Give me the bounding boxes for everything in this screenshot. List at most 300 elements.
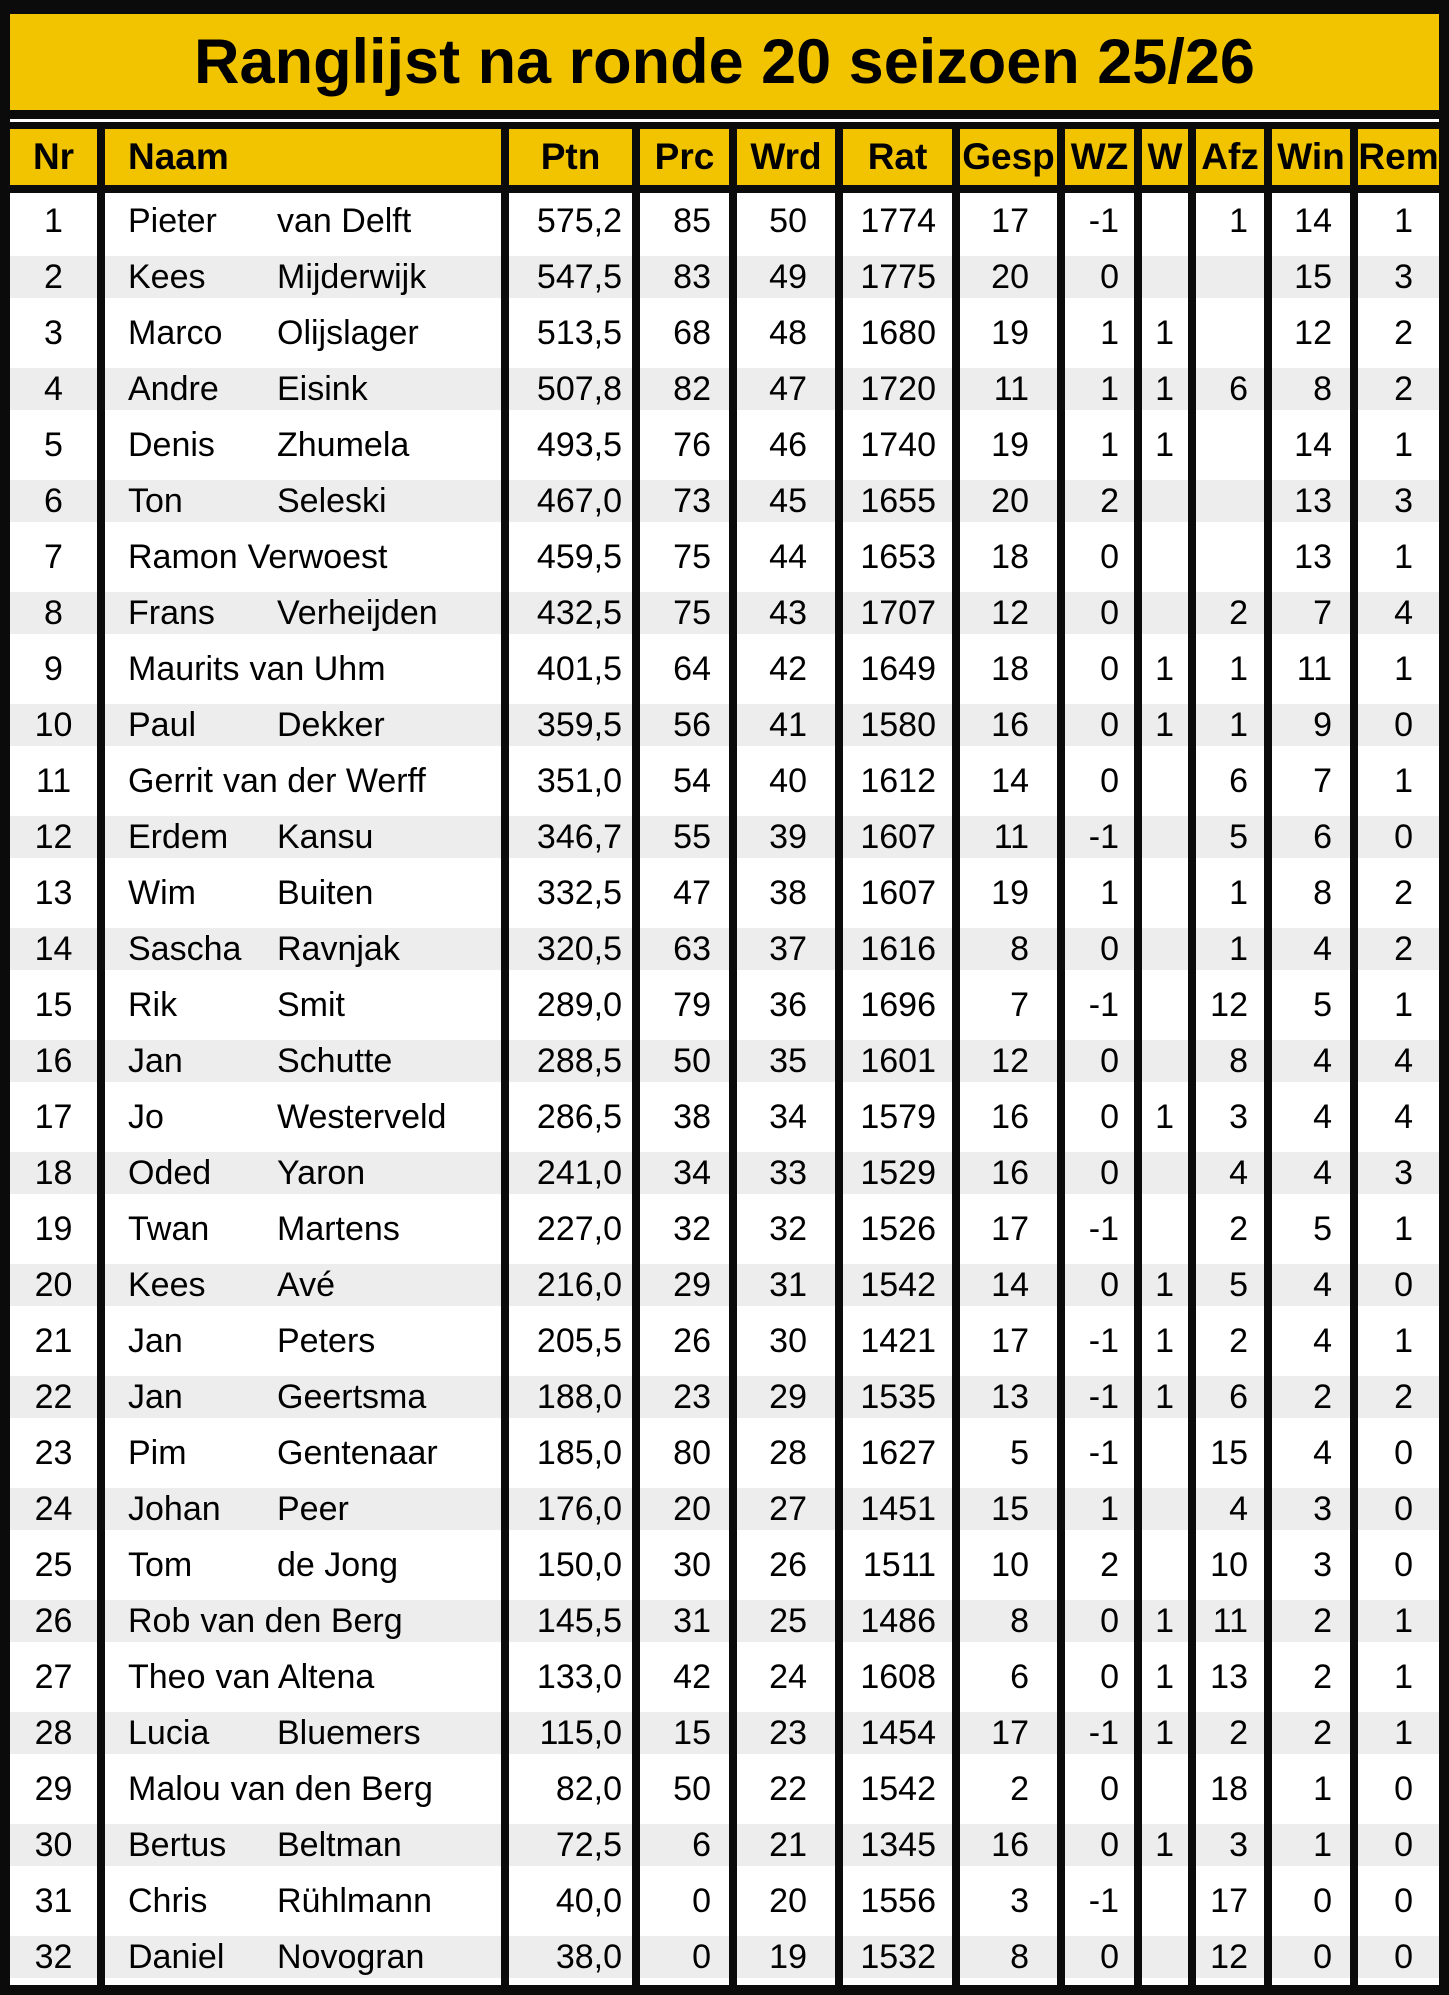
rating-cell: 1526 — [843, 1201, 952, 1257]
percentage-cell: 31 — [640, 1593, 729, 1649]
played-cell: 19 — [960, 305, 1057, 361]
value-cell: 38 — [737, 865, 835, 921]
last-name: Mijderwijk — [277, 257, 427, 296]
wins-cell: 0 — [1272, 1929, 1350, 1985]
rank-cell: 18 — [10, 1145, 97, 1201]
value-cell: 25 — [737, 1593, 835, 1649]
column-header-w: W — [1142, 129, 1188, 185]
first-name: Denis — [128, 425, 215, 464]
rating-cell: 1607 — [843, 809, 952, 865]
rating-cell: 1345 — [843, 1817, 952, 1873]
points-cell: 493,5 — [509, 417, 632, 473]
percentage-cell: 56 — [640, 697, 729, 753]
absent-cell: 5 — [1196, 1257, 1264, 1313]
rank-cell: 28 — [10, 1705, 97, 1761]
points-cell: 351,0 — [509, 753, 632, 809]
played-cell: 12 — [960, 1033, 1057, 1089]
wins-cell: 4 — [1272, 1145, 1350, 1201]
absent-cell: 6 — [1196, 753, 1264, 809]
first-name: Bertus — [128, 1825, 227, 1864]
absent-cell: 10 — [1196, 1537, 1264, 1593]
percentage-cell: 55 — [640, 809, 729, 865]
percentage-cell: 50 — [640, 1761, 729, 1817]
draws-cell: 0 — [1358, 1257, 1439, 1313]
rating-cell: 1653 — [843, 529, 952, 585]
name-cell — [105, 753, 501, 809]
played-cell: 17 — [960, 193, 1057, 249]
last-name: van den Berg — [230, 1769, 433, 1808]
wz-cell: 1 — [1065, 305, 1134, 361]
w-cell — [1142, 529, 1188, 585]
absent-cell: 3 — [1196, 1817, 1264, 1873]
rating-cell: 1580 — [843, 697, 952, 753]
value-cell: 29 — [737, 1369, 835, 1425]
first-name: Rik — [128, 985, 178, 1024]
percentage-cell: 34 — [640, 1145, 729, 1201]
last-name: van Uhm — [249, 649, 386, 688]
first-name: Ton — [128, 481, 183, 520]
last-name: Eisink — [277, 369, 368, 408]
column-header-nr: Nr — [10, 129, 97, 185]
played-cell: 8 — [960, 1593, 1057, 1649]
first-name: Sascha — [128, 929, 242, 968]
rank-cell: 4 — [10, 361, 97, 417]
rank-cell: 23 — [10, 1425, 97, 1481]
played-cell: 16 — [960, 1089, 1057, 1145]
last-name: Beltman — [277, 1825, 402, 1864]
name-cell — [105, 585, 501, 641]
title-divider — [10, 119, 1439, 122]
first-name: Malou — [128, 1769, 221, 1808]
absent-cell: 11 — [1196, 1593, 1264, 1649]
wins-cell: 4 — [1272, 1257, 1350, 1313]
rating-cell: 1707 — [843, 585, 952, 641]
wz-cell: 0 — [1065, 697, 1134, 753]
rank-cell: 6 — [10, 473, 97, 529]
draws-cell: 1 — [1358, 1593, 1439, 1649]
wins-cell: 3 — [1272, 1537, 1350, 1593]
w-cell — [1142, 473, 1188, 529]
rating-cell: 1454 — [843, 1705, 952, 1761]
first-name: Paul — [128, 705, 197, 744]
value-cell: 24 — [737, 1649, 835, 1705]
first-name: Erdem — [128, 817, 229, 856]
wins-cell: 4 — [1272, 1089, 1350, 1145]
rating-cell: 1740 — [843, 417, 952, 473]
name-cell — [105, 529, 501, 585]
points-cell: 185,0 — [509, 1425, 632, 1481]
last-name: Schutte — [277, 1041, 393, 1080]
value-cell: 34 — [737, 1089, 835, 1145]
points-cell: 241,0 — [509, 1145, 632, 1201]
wz-cell: -1 — [1065, 1369, 1134, 1425]
name-cell — [105, 1593, 501, 1649]
rank-cell: 31 — [10, 1873, 97, 1929]
name-cell — [105, 697, 501, 753]
first-name: Lucia — [128, 1713, 210, 1752]
played-cell: 17 — [960, 1705, 1057, 1761]
percentage-cell: 54 — [640, 753, 729, 809]
name-cell — [105, 809, 501, 865]
first-name: Johan — [128, 1489, 221, 1528]
wz-cell: 0 — [1065, 249, 1134, 305]
name-cell — [105, 249, 501, 305]
name-cell — [105, 921, 501, 977]
wz-cell: -1 — [1065, 1705, 1134, 1761]
last-name: Yaron — [277, 1153, 366, 1192]
w-cell: 1 — [1142, 1089, 1188, 1145]
rank-cell: 15 — [10, 977, 97, 1033]
rating-cell: 1542 — [843, 1761, 952, 1817]
points-cell: 575,2 — [509, 193, 632, 249]
wz-cell: 0 — [1065, 753, 1134, 809]
last-name: van Delft — [277, 201, 412, 240]
percentage-cell: 64 — [640, 641, 729, 697]
w-cell — [1142, 1033, 1188, 1089]
absent-cell — [1196, 249, 1264, 305]
wins-cell: 15 — [1272, 249, 1350, 305]
column-header-ptn: Ptn — [509, 129, 632, 185]
rank-cell: 8 — [10, 585, 97, 641]
column-header-naam: Naam — [105, 129, 501, 185]
percentage-cell: 80 — [640, 1425, 729, 1481]
rank-cell: 32 — [10, 1929, 97, 1985]
column-header-prc: Prc — [640, 129, 729, 185]
w-cell: 1 — [1142, 1257, 1188, 1313]
points-cell: 346,7 — [509, 809, 632, 865]
rank-cell: 3 — [10, 305, 97, 361]
first-name: Kees — [128, 1265, 206, 1304]
percentage-cell: 83 — [640, 249, 729, 305]
points-cell: 507,8 — [509, 361, 632, 417]
name-cell — [105, 193, 501, 249]
absent-cell: 4 — [1196, 1145, 1264, 1201]
played-cell: 14 — [960, 1257, 1057, 1313]
standings-table — [10, 129, 1439, 1985]
absent-cell: 1 — [1196, 193, 1264, 249]
draws-cell: 3 — [1358, 1145, 1439, 1201]
first-name: Andre — [128, 369, 219, 408]
last-name: Olijslager — [277, 313, 419, 352]
last-name: Martens — [277, 1209, 400, 1248]
wz-cell: 0 — [1065, 1145, 1134, 1201]
wz-cell: -1 — [1065, 977, 1134, 1033]
w-cell — [1142, 753, 1188, 809]
rank-cell: 16 — [10, 1033, 97, 1089]
first-name: Twan — [128, 1209, 210, 1248]
played-cell: 5 — [960, 1425, 1057, 1481]
played-cell: 6 — [960, 1649, 1057, 1705]
last-name: Gentenaar — [277, 1433, 438, 1472]
w-cell: 1 — [1142, 1369, 1188, 1425]
wins-cell: 5 — [1272, 1201, 1350, 1257]
played-cell: 2 — [960, 1761, 1057, 1817]
w-cell — [1142, 1201, 1188, 1257]
value-cell: 46 — [737, 417, 835, 473]
value-cell: 44 — [737, 529, 835, 585]
wins-cell: 7 — [1272, 753, 1350, 809]
value-cell: 37 — [737, 921, 835, 977]
value-cell: 32 — [737, 1201, 835, 1257]
rank-cell: 21 — [10, 1313, 97, 1369]
last-name: Verheijden — [277, 593, 438, 632]
wz-cell: 0 — [1065, 1817, 1134, 1873]
last-name: van der Werff — [223, 761, 426, 800]
percentage-cell: 42 — [640, 1649, 729, 1705]
played-cell: 19 — [960, 865, 1057, 921]
name-cell — [105, 1145, 501, 1201]
name-cell — [105, 1033, 501, 1089]
played-cell: 16 — [960, 1817, 1057, 1873]
draws-cell: 1 — [1358, 1705, 1439, 1761]
percentage-cell: 68 — [640, 305, 729, 361]
value-cell: 47 — [737, 361, 835, 417]
first-name: Kees — [128, 257, 206, 296]
played-cell: 18 — [960, 529, 1057, 585]
w-cell — [1142, 809, 1188, 865]
played-cell: 12 — [960, 585, 1057, 641]
points-cell: 320,5 — [509, 921, 632, 977]
column-header-gesp: Gesp — [960, 129, 1057, 185]
w-cell — [1142, 921, 1188, 977]
played-cell: 17 — [960, 1313, 1057, 1369]
value-cell: 33 — [737, 1145, 835, 1201]
name-cell — [105, 1761, 501, 1817]
percentage-cell: 20 — [640, 1481, 729, 1537]
w-cell — [1142, 585, 1188, 641]
value-cell: 31 — [737, 1257, 835, 1313]
wz-cell: 0 — [1065, 641, 1134, 697]
percentage-cell: 85 — [640, 193, 729, 249]
absent-cell: 12 — [1196, 977, 1264, 1033]
draws-cell: 1 — [1358, 641, 1439, 697]
first-name: Jo — [128, 1097, 164, 1136]
name-cell — [105, 361, 501, 417]
name-cell — [105, 1929, 501, 1985]
wz-cell: -1 — [1065, 193, 1134, 249]
absent-cell: 2 — [1196, 1313, 1264, 1369]
rating-cell: 1607 — [843, 865, 952, 921]
draws-cell: 4 — [1358, 1033, 1439, 1089]
column-header-afz: Afz — [1196, 129, 1264, 185]
played-cell: 17 — [960, 1201, 1057, 1257]
first-name: Pim — [128, 1433, 187, 1472]
points-cell: 38,0 — [509, 1929, 632, 1985]
wins-cell: 2 — [1272, 1369, 1350, 1425]
w-cell: 1 — [1142, 697, 1188, 753]
points-cell: 205,5 — [509, 1313, 632, 1369]
absent-cell — [1196, 305, 1264, 361]
rating-cell: 1601 — [843, 1033, 952, 1089]
draws-cell: 3 — [1358, 249, 1439, 305]
points-cell: 332,5 — [509, 865, 632, 921]
wz-cell: 0 — [1065, 1089, 1134, 1145]
last-name: Verwoest — [247, 537, 388, 576]
wins-cell: 2 — [1272, 1705, 1350, 1761]
name-cell — [105, 1313, 501, 1369]
rank-cell: 7 — [10, 529, 97, 585]
value-cell: 28 — [737, 1425, 835, 1481]
draws-cell: 0 — [1358, 1929, 1439, 1985]
w-cell — [1142, 977, 1188, 1033]
wz-cell: -1 — [1065, 809, 1134, 865]
wins-cell: 13 — [1272, 529, 1350, 585]
w-cell — [1142, 1929, 1188, 1985]
name-cell — [105, 1873, 501, 1929]
wins-cell: 12 — [1272, 305, 1350, 361]
w-cell: 1 — [1142, 361, 1188, 417]
wz-cell: 0 — [1065, 1257, 1134, 1313]
rank-cell: 1 — [10, 193, 97, 249]
wins-cell: 4 — [1272, 921, 1350, 977]
played-cell: 19 — [960, 417, 1057, 473]
last-name: Peters — [277, 1321, 376, 1360]
rating-cell: 1556 — [843, 1873, 952, 1929]
first-name: Frans — [128, 593, 215, 632]
first-name: Jan — [128, 1377, 183, 1416]
draws-cell: 0 — [1358, 1873, 1439, 1929]
rating-cell: 1775 — [843, 249, 952, 305]
draws-cell: 1 — [1358, 1201, 1439, 1257]
last-name: Westerveld — [277, 1097, 447, 1136]
rank-cell: 12 — [10, 809, 97, 865]
name-cell — [105, 977, 501, 1033]
rating-cell: 1532 — [843, 1929, 952, 1985]
name-cell — [105, 473, 501, 529]
draws-cell: 0 — [1358, 809, 1439, 865]
wins-cell: 1 — [1272, 1761, 1350, 1817]
value-cell: 43 — [737, 585, 835, 641]
draws-cell: 4 — [1358, 1089, 1439, 1145]
wz-cell: 0 — [1065, 1649, 1134, 1705]
value-cell: 35 — [737, 1033, 835, 1089]
rank-cell: 20 — [10, 1257, 97, 1313]
rank-cell: 25 — [10, 1537, 97, 1593]
wins-cell: 14 — [1272, 193, 1350, 249]
wins-cell: 13 — [1272, 473, 1350, 529]
rank-cell: 24 — [10, 1481, 97, 1537]
percentage-cell: 26 — [640, 1313, 729, 1369]
value-cell: 48 — [737, 305, 835, 361]
rank-cell: 19 — [10, 1201, 97, 1257]
wins-cell: 9 — [1272, 697, 1350, 753]
wz-cell: 0 — [1065, 585, 1134, 641]
rating-cell: 1720 — [843, 361, 952, 417]
percentage-cell: 47 — [640, 865, 729, 921]
percentage-cell: 0 — [640, 1929, 729, 1985]
rating-cell: 1627 — [843, 1425, 952, 1481]
last-name: Avé — [277, 1265, 335, 1304]
value-cell: 21 — [737, 1817, 835, 1873]
wz-cell: 2 — [1065, 473, 1134, 529]
absent-cell: 13 — [1196, 1649, 1264, 1705]
wins-cell: 2 — [1272, 1593, 1350, 1649]
played-cell: 16 — [960, 697, 1057, 753]
first-name: Theo — [128, 1657, 206, 1696]
w-cell — [1142, 1425, 1188, 1481]
draws-cell: 1 — [1358, 753, 1439, 809]
draws-cell: 2 — [1358, 361, 1439, 417]
column-header-win: Win — [1272, 129, 1350, 185]
first-name: Gerrit — [128, 761, 213, 800]
wz-cell: 1 — [1065, 361, 1134, 417]
rank-cell: 26 — [10, 1593, 97, 1649]
absent-cell: 2 — [1196, 1201, 1264, 1257]
wins-cell: 11 — [1272, 641, 1350, 697]
points-cell: 72,5 — [509, 1817, 632, 1873]
draws-cell: 1 — [1358, 417, 1439, 473]
name-cell — [105, 305, 501, 361]
value-cell: 36 — [737, 977, 835, 1033]
played-cell: 11 — [960, 809, 1057, 865]
first-name: Jan — [128, 1321, 183, 1360]
value-cell: 30 — [737, 1313, 835, 1369]
points-cell: 40,0 — [509, 1873, 632, 1929]
first-name: Oded — [128, 1153, 212, 1192]
name-cell — [105, 1705, 501, 1761]
first-name: Rob — [128, 1601, 191, 1640]
absent-cell: 18 — [1196, 1761, 1264, 1817]
points-cell: 467,0 — [509, 473, 632, 529]
rating-cell: 1616 — [843, 921, 952, 977]
rating-cell: 1655 — [843, 473, 952, 529]
name-cell — [105, 641, 501, 697]
name-cell — [105, 1089, 501, 1145]
draws-cell: 1 — [1358, 1649, 1439, 1705]
points-cell: 547,5 — [509, 249, 632, 305]
last-name: Seleski — [277, 481, 387, 520]
percentage-cell: 79 — [640, 977, 729, 1033]
value-cell: 22 — [737, 1761, 835, 1817]
name-cell — [105, 1257, 501, 1313]
points-cell: 150,0 — [509, 1537, 632, 1593]
value-cell: 40 — [737, 753, 835, 809]
rank-cell: 30 — [10, 1817, 97, 1873]
column-header-rem: Rem — [1358, 129, 1439, 185]
rank-cell: 2 — [10, 249, 97, 305]
rank-cell: 22 — [10, 1369, 97, 1425]
points-cell: 188,0 — [509, 1369, 632, 1425]
absent-cell: 15 — [1196, 1425, 1264, 1481]
first-name: Jan — [128, 1041, 183, 1080]
name-cell — [105, 1649, 501, 1705]
rating-cell: 1608 — [843, 1649, 952, 1705]
points-cell: 176,0 — [509, 1481, 632, 1537]
absent-cell: 17 — [1196, 1873, 1264, 1929]
wins-cell: 3 — [1272, 1481, 1350, 1537]
w-cell: 1 — [1142, 641, 1188, 697]
first-name: Ramon — [128, 537, 238, 576]
points-cell: 401,5 — [509, 641, 632, 697]
name-cell — [105, 1481, 501, 1537]
last-name: de Jong — [277, 1545, 398, 1584]
last-name: Buiten — [277, 873, 374, 912]
played-cell: 11 — [960, 361, 1057, 417]
w-cell: 1 — [1142, 1593, 1188, 1649]
w-cell: 1 — [1142, 1817, 1188, 1873]
percentage-cell: 29 — [640, 1257, 729, 1313]
draws-cell: 1 — [1358, 529, 1439, 585]
wz-cell: -1 — [1065, 1201, 1134, 1257]
first-name: Daniel — [128, 1937, 225, 1976]
value-cell: 49 — [737, 249, 835, 305]
points-cell: 145,5 — [509, 1593, 632, 1649]
played-cell: 7 — [960, 977, 1057, 1033]
percentage-cell: 38 — [640, 1089, 729, 1145]
played-cell: 15 — [960, 1481, 1057, 1537]
draws-cell: 1 — [1358, 1313, 1439, 1369]
points-cell: 82,0 — [509, 1761, 632, 1817]
